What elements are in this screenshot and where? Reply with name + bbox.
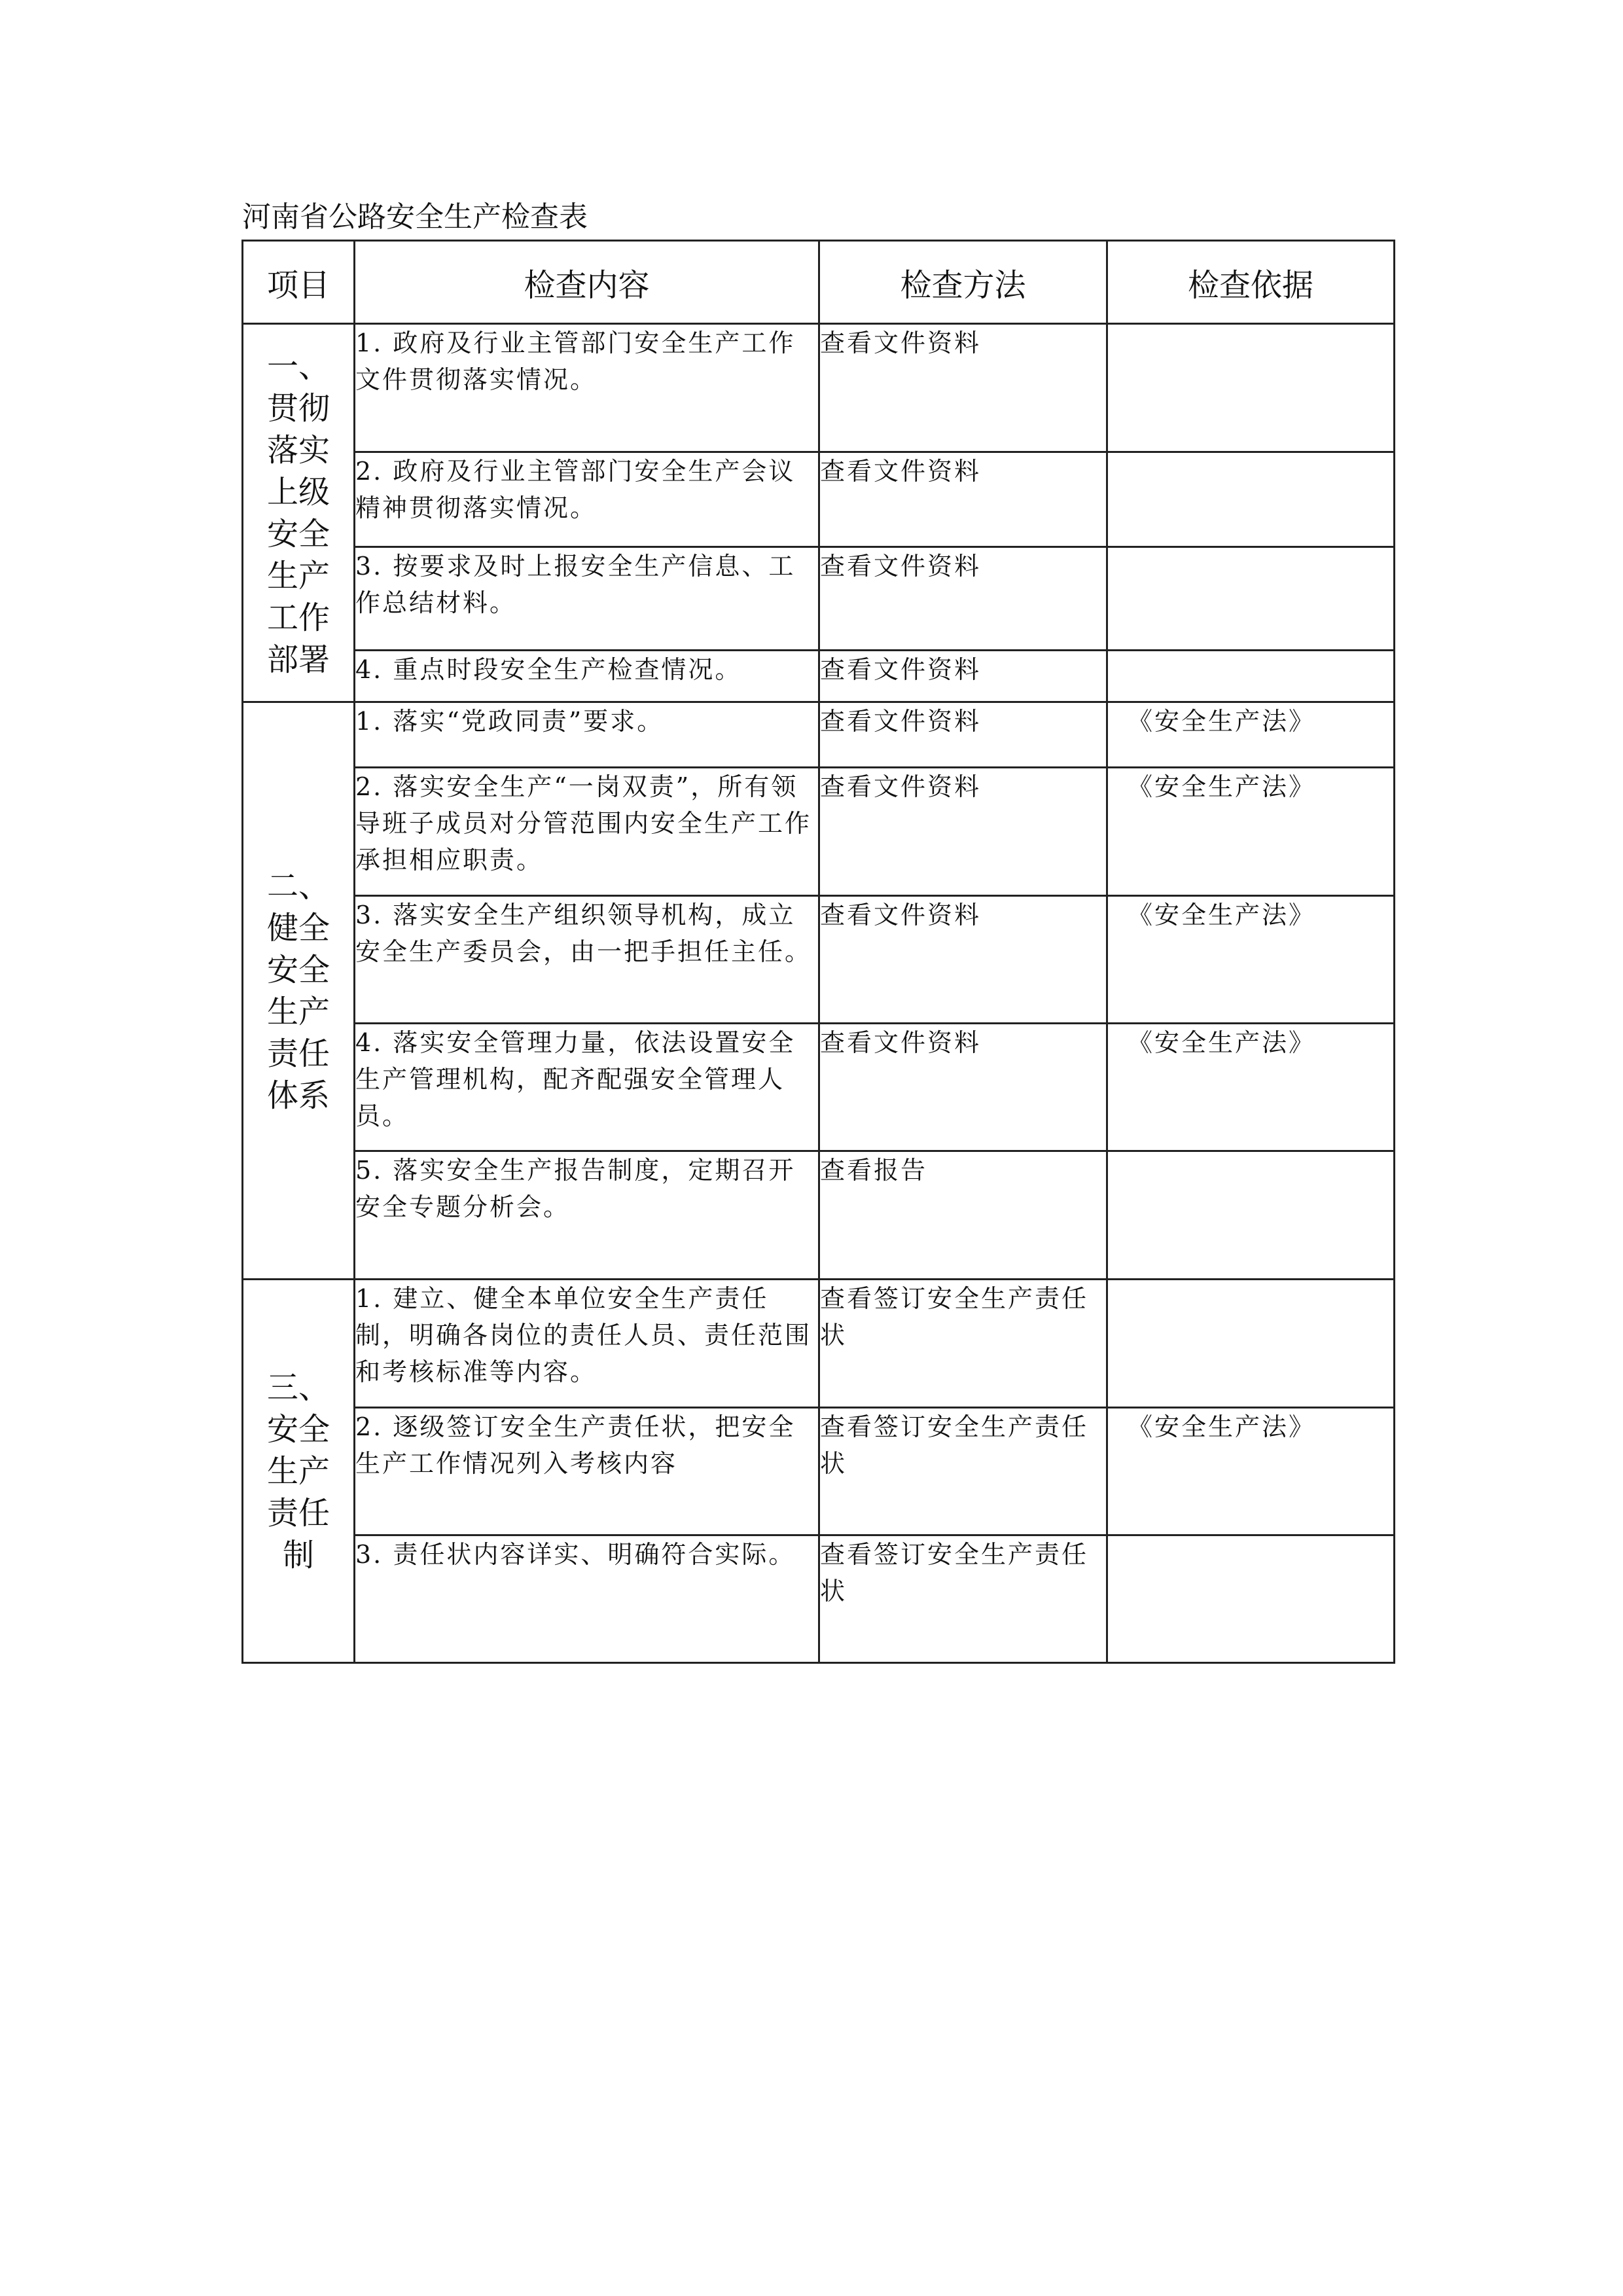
content-cell: 2. 逐级签订安全生产责任状，把安全生产工作情况列入考核内容 [355, 1408, 819, 1535]
header-basis: 检查依据 [1107, 241, 1395, 324]
table-row [243, 702, 1395, 768]
method-cell: 查看文件资料 [819, 768, 1107, 896]
method-cell: 查看文件资料 [819, 452, 1107, 547]
header-method: 检查方法 [819, 241, 1107, 324]
method-cell: 查看报告 [819, 1151, 1107, 1280]
table-row [243, 452, 1395, 547]
basis-cell [1107, 547, 1395, 651]
basis-cell [1107, 1280, 1395, 1408]
category-cell: 二、 健全 安全 生产 责任 体系 [243, 702, 355, 1280]
header-item: 项目 [243, 241, 355, 324]
basis-cell: 《安全生产法》 [1107, 702, 1395, 768]
basis-cell [1107, 1151, 1395, 1280]
content-cell: 1. 落实“党政同责”要求。 [355, 702, 819, 768]
page-title: 河南省公路安全生产检查表 [242, 200, 588, 234]
basis-cell [1107, 452, 1395, 547]
content-cell: 5. 落实安全生产报告制度，定期召开安全专题分析会。 [355, 1151, 819, 1280]
content-cell: 3. 责任状内容详实、明确符合实际。 [355, 1535, 819, 1663]
method-cell: 查看文件资料 [819, 651, 1107, 702]
table-row [243, 896, 1395, 1024]
basis-cell: 《安全生产法》 [1107, 768, 1395, 896]
content-cell: 4. 落实安全管理力量，依法设置安全生产管理机构，配齐配强安全管理人员。 [355, 1024, 819, 1151]
content-cell: 4. 重点时段安全生产检查情况。 [355, 651, 819, 702]
category-cell: 三、 安全 生产 责任 制 [243, 1280, 355, 1663]
header-content: 检查内容 [355, 241, 819, 324]
content-cell: 1. 建立、健全本单位安全生产责任制，明确各岗位的责任人员、责任范围和考核标准等内容。 [355, 1280, 819, 1408]
category-cell: 一、 贯彻 落实 上级 安全 生产 工作 部署 [243, 324, 355, 702]
basis-cell: 《安全生产法》 [1107, 896, 1395, 1024]
table-row [243, 1535, 1395, 1663]
content-cell: 1. 政府及行业主管部门安全生产工作文件贯彻落实情况。 [355, 324, 819, 452]
table-row [243, 768, 1395, 896]
table-row [243, 1408, 1395, 1535]
method-cell: 查看签订安全生产责任状 [819, 1280, 1107, 1408]
content-cell: 3. 按要求及时上报安全生产信息、工作总结材料。 [355, 547, 819, 651]
table-row [243, 547, 1395, 651]
method-cell: 查看文件资料 [819, 324, 1107, 452]
method-cell: 查看文件资料 [819, 896, 1107, 1024]
basis-cell [1107, 651, 1395, 702]
content-cell: 2. 落实安全生产“一岗双责”，所有领导班子成员对分管范围内安全生产工作承担相应职责。 [355, 768, 819, 896]
table-row [243, 324, 1395, 452]
method-cell: 查看文件资料 [819, 702, 1107, 768]
method-cell: 查看签订安全生产责任状 [819, 1535, 1107, 1663]
method-cell: 查看文件资料 [819, 547, 1107, 651]
content-cell: 3. 落实安全生产组织领导机构，成立安全生产委员会，由一把手担任主任。 [355, 896, 819, 1024]
table-header-row [243, 241, 1395, 324]
table-row [243, 651, 1395, 702]
basis-cell [1107, 1535, 1395, 1663]
table-row [243, 1151, 1395, 1280]
table-row [243, 1024, 1395, 1151]
table-row [243, 1280, 1395, 1408]
method-cell: 查看签订安全生产责任状 [819, 1408, 1107, 1535]
method-cell: 查看文件资料 [819, 1024, 1107, 1151]
content-cell: 2. 政府及行业主管部门安全生产会议精神贯彻落实情况。 [355, 452, 819, 547]
inspection-table [241, 240, 1395, 1664]
basis-cell: 《安全生产法》 [1107, 1024, 1395, 1151]
basis-cell: 《安全生产法》 [1107, 1408, 1395, 1535]
basis-cell [1107, 324, 1395, 452]
